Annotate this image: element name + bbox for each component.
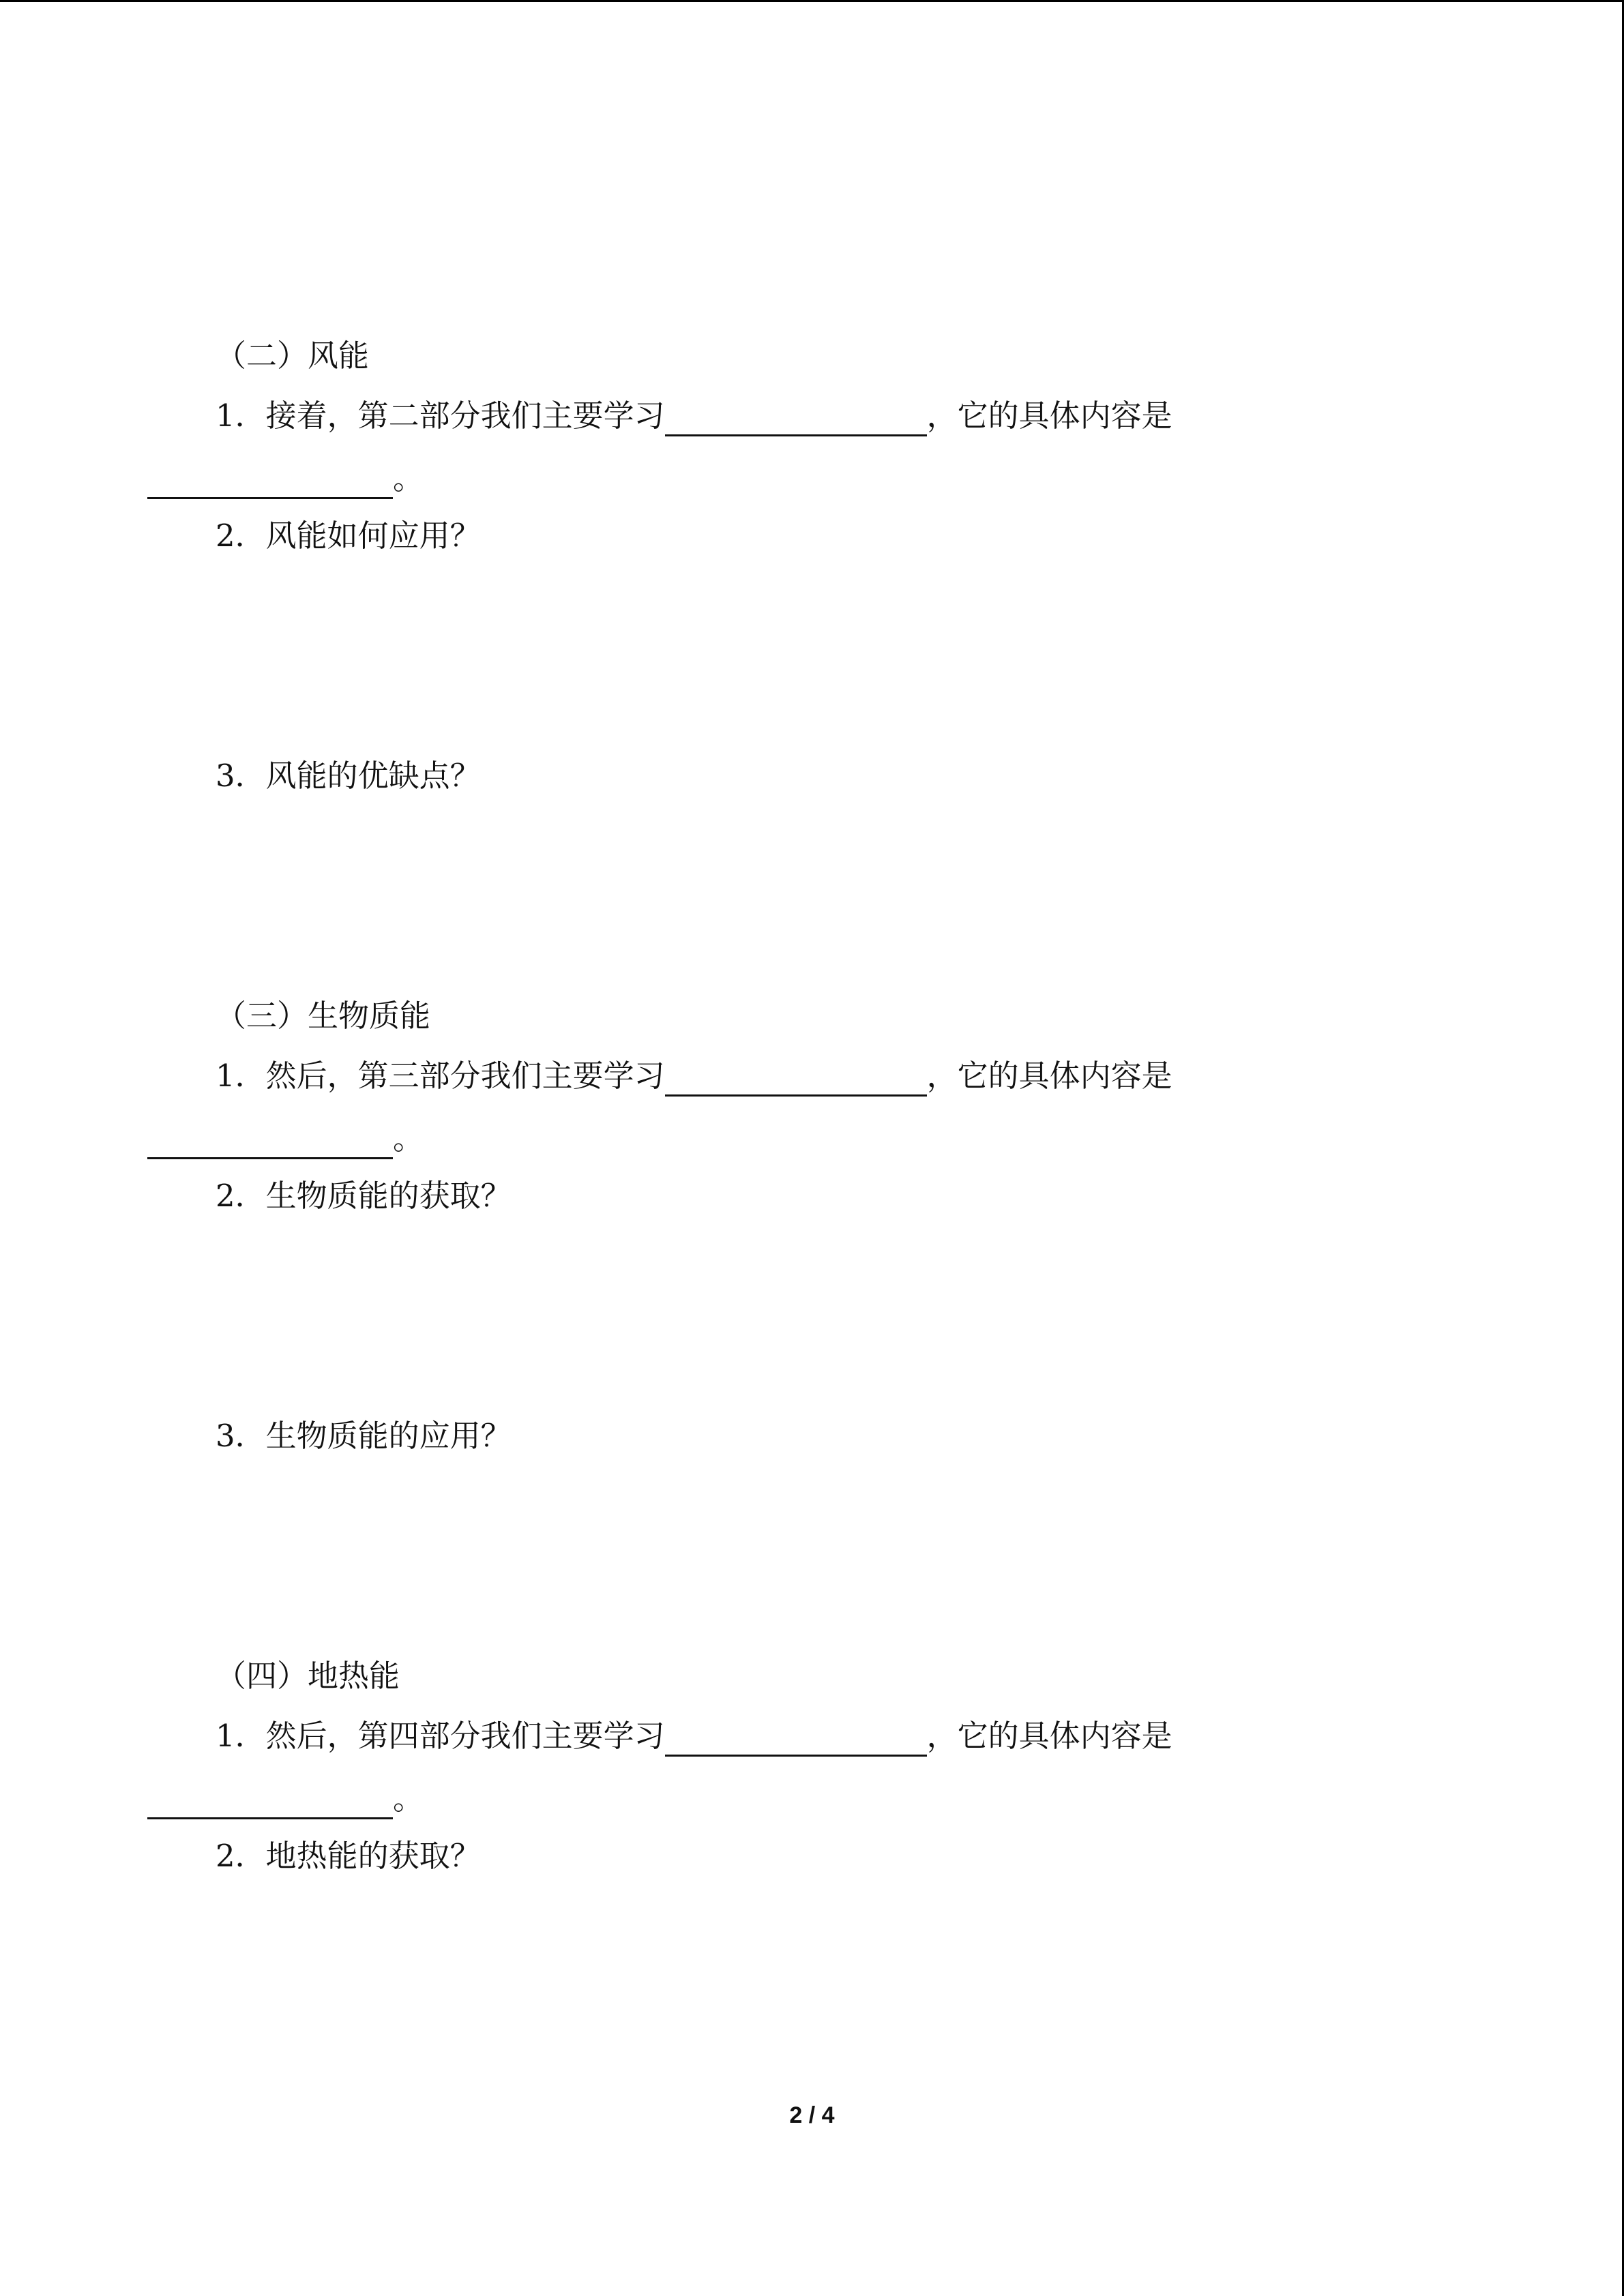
section-heading-geothermal: （四）地热能	[216, 1658, 400, 1694]
page-number: 2 / 4	[789, 2102, 835, 2128]
question-text: ，它的具体内容是	[926, 398, 1172, 434]
question-3-biomass: 3．生物质能的应用？	[216, 1418, 512, 1454]
question-text: 1．然后，第三部分我们主要学习	[216, 1058, 665, 1094]
question-1-geothermal-continued	[147, 1778, 424, 1819]
fill-blank[interactable]	[147, 1122, 393, 1159]
question-2-geothermal: 2．地热能的获取？	[216, 1838, 481, 1874]
fill-blank[interactable]	[147, 1782, 393, 1819]
question-text: 。	[393, 460, 424, 496]
question-text: ，它的具体内容是	[926, 1718, 1172, 1754]
question-1-biomass-continued	[147, 1118, 424, 1159]
question-text: 1．接着，第二部分我们主要学习	[216, 398, 665, 434]
question-text: 。	[393, 1780, 424, 1817]
fill-blank[interactable]	[665, 1719, 927, 1757]
question-1-geothermal	[216, 1716, 1172, 1757]
question-text: 1．然后，第四部分我们主要学习	[216, 1718, 665, 1754]
section-heading-wind: （二）风能	[216, 338, 370, 374]
question-2-wind: 2．风能如何应用？	[216, 518, 481, 554]
fill-blank[interactable]	[665, 1059, 927, 1097]
question-text: ，它的具体内容是	[926, 1058, 1172, 1094]
fill-blank[interactable]	[147, 462, 393, 499]
question-text: 。	[393, 1120, 424, 1157]
question-1-wind-continued	[147, 458, 424, 499]
question-1-biomass	[216, 1056, 1172, 1097]
question-3-wind: 3．风能的优缺点？	[216, 758, 481, 794]
fill-blank[interactable]	[665, 399, 927, 436]
question-1-wind	[216, 396, 1172, 436]
section-heading-biomass: （三）生物质能	[216, 998, 431, 1034]
question-2-biomass: 2．生物质能的获取？	[216, 1178, 512, 1214]
page-top-border	[0, 0, 1624, 2]
